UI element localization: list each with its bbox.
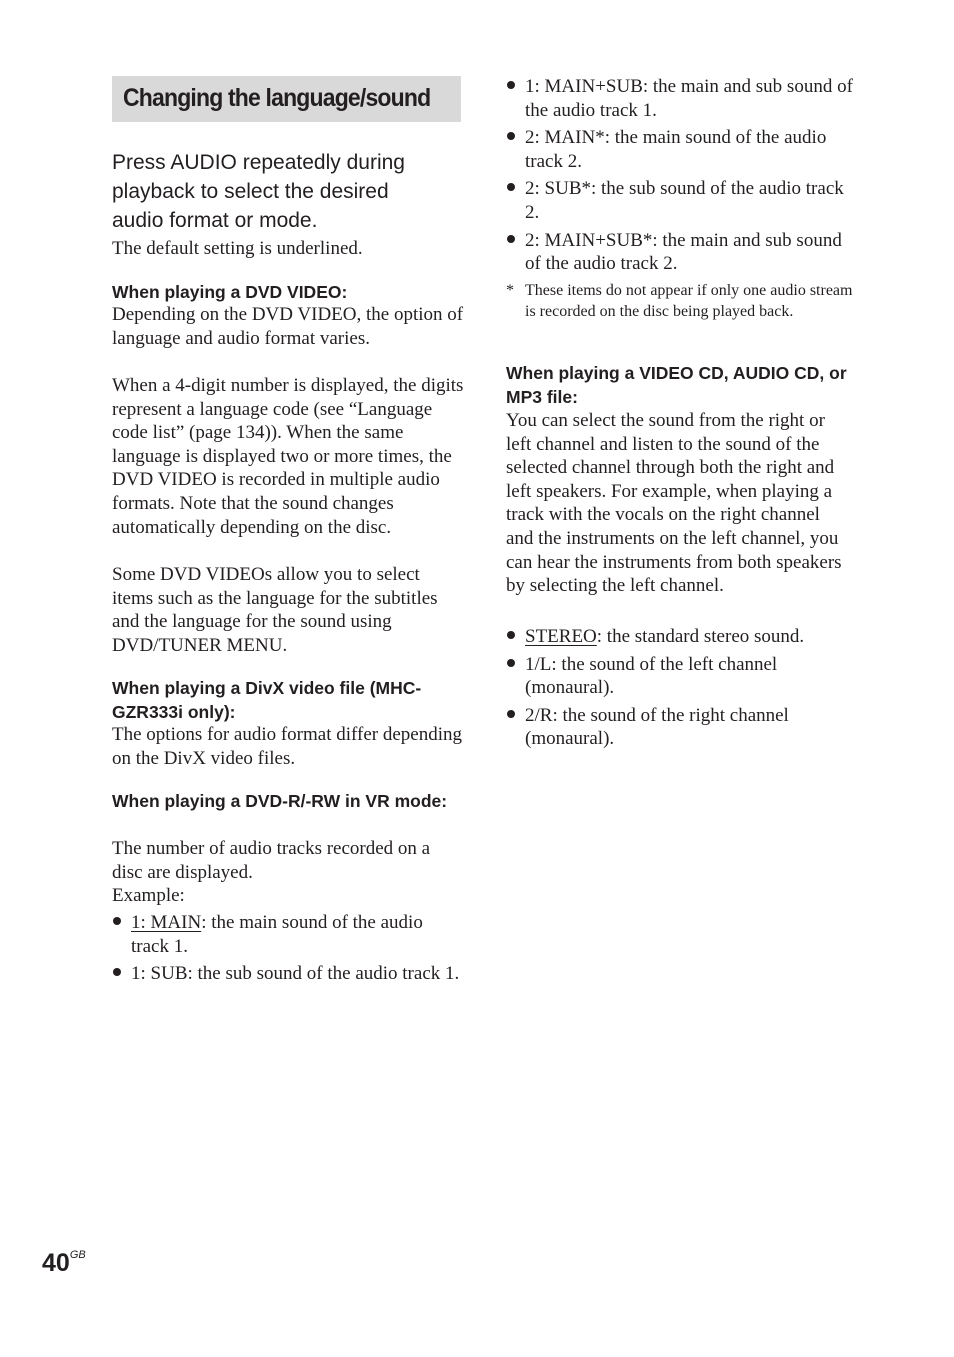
- option-desc: : the sound of the left channel (monaural).: [525, 653, 778, 699]
- option-key: 1: MAIN: [131, 912, 202, 933]
- footnote-text: These items do not appear if only one audio stream is recorded on the disc being played back.: [525, 282, 853, 320]
- video-cd-heading: When playing a VIDEO CD, AUDIO CD, or MP3 file:: [506, 363, 847, 407]
- bullet-icon: [507, 235, 515, 243]
- default-setting-note: The default setting is underlined.: [112, 238, 363, 259]
- option-desc: : the main sound of the audio track 2.: [525, 127, 827, 172]
- option-desc: : the main and sub sound of the audio track 2.: [525, 229, 842, 275]
- option-key: 1/L: [525, 653, 552, 675]
- bullet-icon: [113, 968, 121, 976]
- dvd-video-paragraph-3: Some DVD VIDEOs allow you to select items such as the language for the subtitles and the language for the sound using DVD/TUNER MENU.: [112, 564, 438, 656]
- list-item: [506, 75, 862, 122]
- list-item: [506, 625, 862, 649]
- section-title: Changing the language/sound: [123, 84, 431, 112]
- option-key: 1: SUB: [131, 963, 188, 985]
- option-key: 2: MAIN+SUB*: [525, 229, 653, 251]
- option-key: STEREO: [525, 626, 597, 647]
- list-item: [506, 704, 862, 751]
- dvd-video-heading: When playing a DVD VIDEO:: [112, 282, 348, 302]
- video-cd-list: [506, 625, 862, 755]
- bullet-icon: [507, 81, 515, 89]
- option-key: 2: SUB*: [525, 178, 591, 200]
- region-code: GB: [69, 1248, 86, 1261]
- option-desc: : the main sound of the audio track 1.: [131, 912, 423, 957]
- list-item: [112, 962, 464, 986]
- bullet-icon: [507, 631, 515, 639]
- list-item: [506, 229, 862, 276]
- divx-paragraph: The options for audio format differ depending on the DivX video files.: [112, 724, 462, 769]
- list-item: [506, 126, 862, 173]
- option-desc: : the sub sound of the audio track 1.: [187, 963, 460, 985]
- footnote: [506, 280, 862, 322]
- option-desc: : the sound of the right channel (monaural).: [525, 704, 789, 750]
- instruction-text: Press AUDIO repeatedly during playback to select the desired audio format or mode.: [112, 151, 405, 232]
- dvd-vr-paragraph: The number of audio tracks recorded on a disc are displayed.: [112, 838, 431, 883]
- page-number-value: 40: [42, 1249, 70, 1277]
- video-cd-paragraph: You can select the sound from the right or left channel and listen to the sound of the selected channel through both the right and left speakers. For example, when playing a track with the vocals on the right channel and the instruments on the left channel, you can hear the instruments from both speakers by selecting the left channel.: [506, 410, 842, 597]
- option-desc: : the standard stereo sound.: [596, 626, 805, 647]
- list-item: [506, 653, 862, 700]
- section-header: [112, 76, 461, 122]
- dvd-vr-list-left: [112, 911, 464, 990]
- option-desc: : the sub sound of the audio track 2.: [525, 178, 844, 223]
- dvd-video-paragraph-2: When a 4-digit number is displayed, the digits represent a language code (see “Language code list” (page 134)). When the same language is displayed two or more times, the DVD VIDEO is recorded in multiple audio formats. Note that the sound changes automatically depending on the disc.: [112, 375, 464, 538]
- bullet-icon: [507, 132, 515, 140]
- option-key: 2/R: [525, 704, 553, 726]
- dvd-video-paragraph-1: Depending on the DVD VIDEO, the option of language and audio format varies.: [112, 304, 464, 349]
- list-item: [112, 911, 464, 958]
- bullet-icon: [113, 917, 121, 925]
- bullet-icon: [507, 659, 515, 667]
- example-label: Example:: [112, 885, 185, 906]
- option-key: 2: MAIN*: [525, 127, 605, 149]
- option-desc: : the main and sub sound of the audio track 1.: [525, 76, 853, 121]
- dvd-vr-list-right: [506, 75, 862, 280]
- divx-heading: When playing a DivX video file (MHC-GZR333i only):: [112, 678, 422, 722]
- option-key: 1: MAIN+SUB: [525, 76, 643, 97]
- list-item: [506, 177, 862, 224]
- dvd-vr-heading: When playing a DVD-R/-RW in VR mode:: [112, 791, 448, 811]
- bullet-icon: [507, 710, 515, 718]
- page-number: [42, 1249, 86, 1278]
- bullet-icon: [507, 183, 515, 191]
- footnote-mark: *: [506, 282, 514, 299]
